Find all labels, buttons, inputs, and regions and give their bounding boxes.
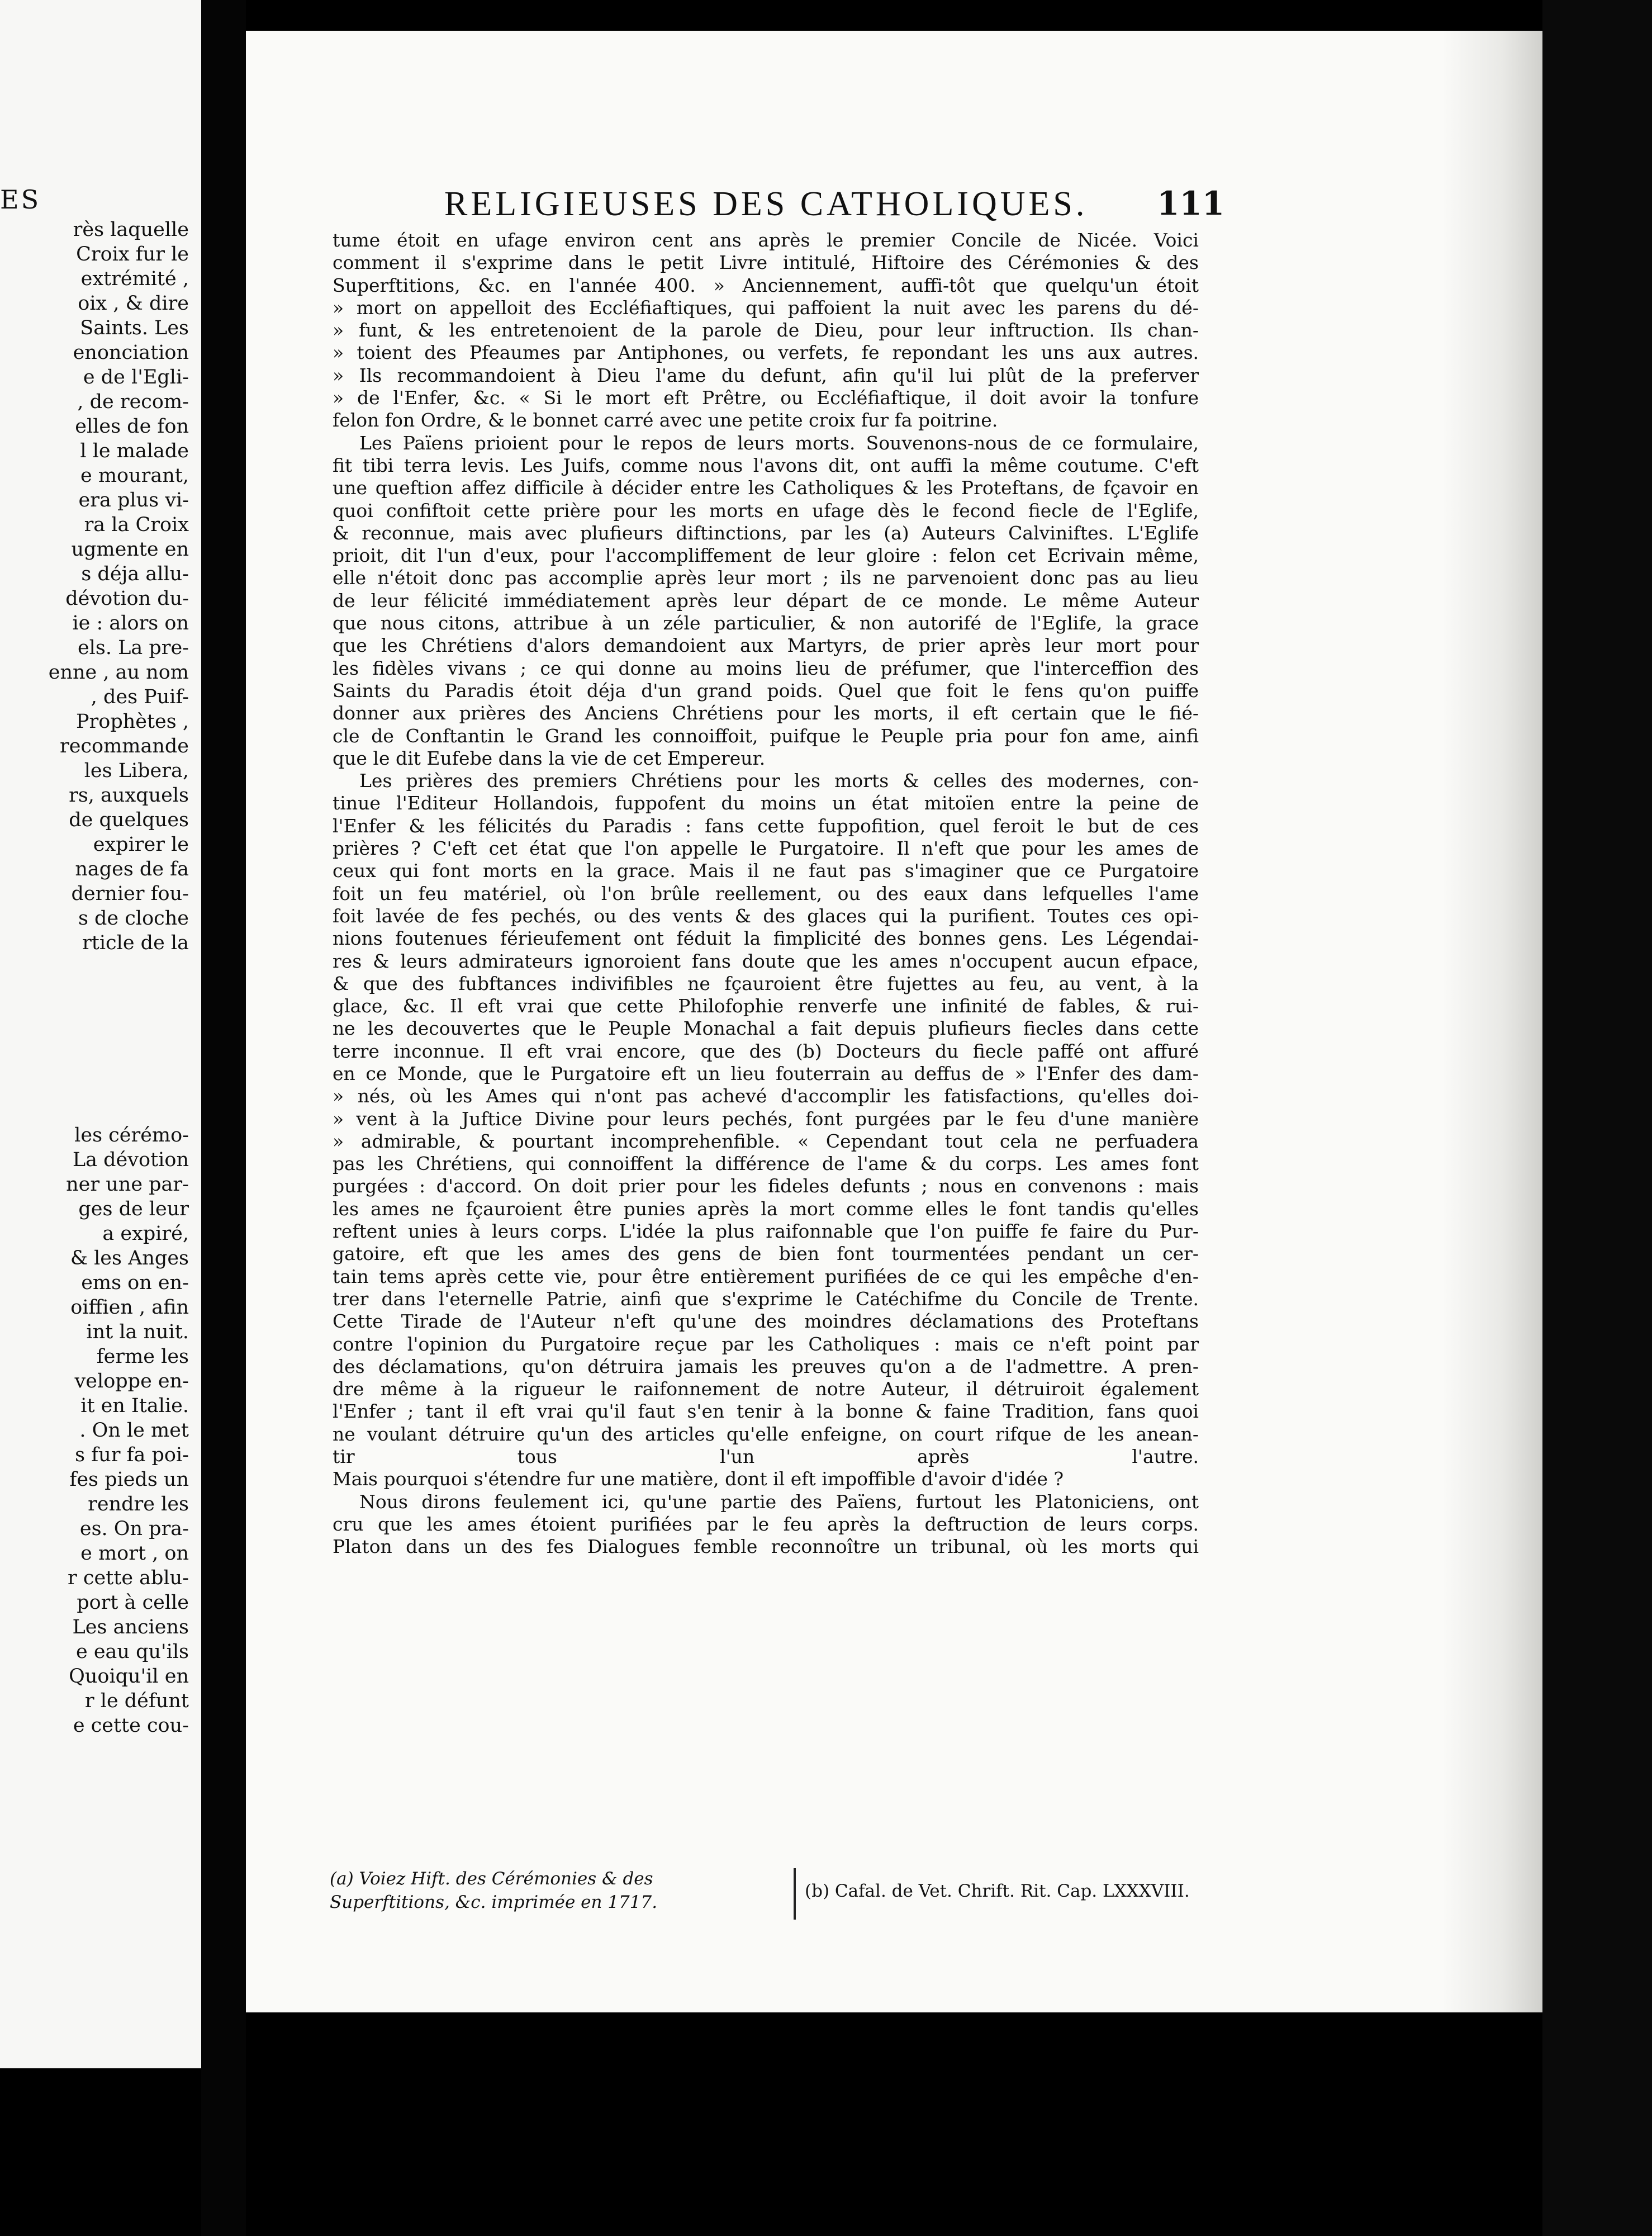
left-page-fragment: Les anciens [72,1616,189,1638]
text-line: quoi confiftoit cette prière pour les morts en ufage dès le fecond fiecle de l'Eglife, [333,499,1199,522]
text-line: l'Enfer ; tant il eft vrai qu'il faut s'en tenir à la bonne & faine Tradition, fans quoi [333,1400,1199,1423]
left-page-fragment: veloppe en- [74,1370,189,1392]
left-page-fragment: oiffien , afin [70,1296,189,1319]
left-page-fragment: int la nuit. [86,1321,189,1343]
left-page-fragment: es. On pra- [79,1518,189,1540]
left-page-fragment: e cette cou- [73,1714,189,1737]
text-line: nions foutenues férieufement ont féduit la fimplicité des bonnes gens. Les Légendai- [333,927,1199,950]
text-line: tume étoit en ufage environ cent ans après le premier Concile de Nicée. Voici [333,229,1199,251]
text-line: prières ? C'eft cet état que l'on appelle le Purgatoire. Il n'eft que pour les ames de [333,837,1199,860]
text-line: en ce Monde, que le Purgatoire eft un lieu fouterrain au deffus de » l'Enfer des dam- [333,1062,1199,1084]
footnote-a: (a) Voiez Hift. des Cérémonies & des Superftitions, &c. imprimée en 1717. [330,1869,658,1912]
left-page-fragment: ie : alors on [72,612,189,634]
left-page-fragment: ems on en- [81,1272,189,1294]
right-page [246,31,1542,2012]
text-line: contre l'opinion du Purgatoire reçue par les Catholiques : mais ce n'eft point par [333,1333,1199,1355]
text-line: glace, &c. Il eft vrai que cette Philofophie renverfe une infinité de fables, & rui- [333,995,1199,1017]
text-line: » nés, où les Ames qui n'ont pas achevé d'accomplir les fatisfactions, qu'elles doi- [333,1085,1199,1107]
left-page-fragment: les Libera, [84,760,189,782]
running-head: RELIGIEUSES DES CATHOLIQUES. [444,185,1088,223]
text-line: foit un feu matériel, où l'on brûle reellement, ou des eaux dans lefquelles l'ame [333,882,1199,904]
left-page-fragment: ges de leur [78,1198,189,1220]
text-line: fit tibi terra levis. Les Juifs, comme nous l'avons dit, ont auffi la même coutume. C'eft [333,454,1199,476]
text-line: » admirable, & pourtant incomprehenfible. « Cependant tout cela ne perfuadera [333,1130,1199,1152]
left-page-fragment: recommande [59,735,189,757]
left-page-fragment: e mort , on [80,1542,189,1565]
left-page-fragment: els. La pre- [77,637,189,659]
text-line: & que des fubftances indivifibles ne fçauroient être fujettes au feu, au vent, à la [333,972,1199,994]
text-line: donner aux prières des Anciens Chrétiens pour les morts, il eft certain que le fié- [333,702,1199,724]
text-line: cru que les ames étoient purifiées par le feu après la deftruction de leurs corps. [333,1513,1199,1535]
text-line: que les Chrétiens d'alors demandoient aux Martyrs, de prier après leur mort pour [333,634,1199,657]
left-page-fragment: e mourant, [80,465,189,487]
text-line: une queftion affez difficile à décider entre les Catholiques & les Proteftans, de fçavoir en [333,477,1199,499]
left-page-fragment: extrémité , [80,268,189,290]
text-line: tinue l'Editeur Hollandois, fuppofent du moins un état mitoïen entre la peine de [333,792,1199,814]
text-line: tain tems après cette vie, pour être entièrement purifiées de ce qui les empêche d'en- [333,1265,1199,1287]
page-number: 111 [1157,184,1225,222]
left-page-fragment: l le malade [80,440,189,462]
left-page-fragment: era plus vi- [78,489,189,511]
left-page-fragment: elles de fon [75,415,189,438]
left-page-fragment: ner une par- [66,1173,189,1196]
left-page-fragment: s de cloche [78,907,189,930]
text-line: Les prières des premiers Chrétiens pour les morts & celles des modernes, con- [359,770,1199,792]
text-line: ceux qui font morts en la grace. Mais il ne faut pas s'imaginer que ce Purgatoire [333,860,1199,882]
page-edge-shadow [1442,31,1542,2012]
left-page-fragment: rès laquelle [73,219,189,241]
text-line: comment il s'exprime dans le petit Livre intitulé, Hiftoire des Cérémonies & des [333,252,1199,274]
text-line: ne les decouvertes que le Peuple Monachal a fait depuis plufieurs fiecles dans cette [333,1017,1199,1040]
text-line: prioit, dit l'un d'eux, pour l'accompliffement de leur gloire : felon cet Ecrivain même, [333,544,1199,567]
left-page-fragment: s déja allu- [81,563,189,585]
left-page-fragment: . On le met [79,1419,189,1442]
left-page-fragment: expirer le [93,833,189,856]
text-line: foit lavée de fes pechés, ou des vents & des glaces qui la purifient. Toutes ces opi- [333,904,1199,927]
left-page-fragment: it en Italie. [80,1395,189,1417]
text-line: purgées : d'accord. On doit prier pour les fideles defunts ; nous en convenons : mais [333,1175,1199,1197]
text-line: gatoire, eft que les ames des gens de bien font tourmentées pendant un cer- [333,1243,1199,1265]
left-page-fragment: Croix fur le [76,243,189,266]
text-line: & reconnue, mais avec plufieurs diftinctions, par les (a) Auteurs Calviniftes. L'Eglife [333,522,1199,544]
left-page-fragment: ferme les [96,1346,189,1368]
body-text [333,229,1199,1558]
text-line: Nous dirons feulement ici, qu'une partie des Païens, furtout les Platoniciens, ont [359,1490,1199,1513]
left-page-fragment: , de recom- [77,391,189,413]
left-page-fragment: r le défunt [84,1690,189,1712]
left-page-fragment: ra la Croix [84,514,189,536]
left-page-fragment: Quoiqu'il en [69,1665,189,1688]
left-page-fragment: de quelques [69,809,189,831]
text-line: res & leurs admirateurs ignoroient fans doute que les ames n'occupent aucun efpace, [333,950,1199,972]
text-line: reftent unies à leurs corps. L'idée la plus raifonnable que l'on puiffe fe faire du Pur- [333,1220,1199,1243]
left-page-fragment: La dévotion [72,1149,189,1171]
text-line: les fidèles vivans ; ce qui donne au moins lieu de préfumer, que l'interceffion des [333,657,1199,679]
text-line: des déclamations, qu'on détruira jamais les preuves qu'on a de l'admettre. A pren- [333,1355,1199,1377]
right-background [1542,0,1652,2236]
text-line: l'Enfer & les félicités du Paradis : fans cette fuppofition, quel feroit le but de ces [333,814,1199,837]
left-page-fragment: ugmente en [71,538,189,561]
text-line: trer dans l'eternelle Patrie, ainfi que s'exprime le Catéchifme du Concile de Trente. [333,1287,1199,1310]
text-line: felon fon Ordre, & le bonnet carré avec une petite croix fur fa poitrine. [333,409,998,432]
left-page-fragment: port à celle [77,1591,189,1614]
left-page-fragment: oix , & dire [78,292,189,315]
text-line: dre même à la rigueur le raifonnement de notre Auteur, il détruiroit également [333,1378,1199,1400]
text-line: cle de Conftantin le Grand les connoiffoit, puifque le Peuple pria pour fon ame, ainfi [333,724,1199,747]
left-page-fragment: e de l'Egli- [83,366,189,389]
text-line: Platon dans un des fes Dialogues femble reconnoître un tribunal, où les morts qui [333,1536,1199,1558]
text-line: que le dit Eufebe dans la vie de cet Empereur. [333,747,766,769]
text-line: Superftitions, &c. en l'année 400. » Anciennement, auffi-tôt que quelqu'un étoit [333,274,1199,296]
text-line: » vent à la Juftice Divine pour leurs pechés, font purgées par le feu d'une manière [333,1107,1199,1130]
text-line: elle n'étoit donc pas accomplie après leur mort ; ils ne parvenoient donc pas au lieu [333,567,1199,589]
text-line: les ames ne fçauroient être punies après la mort comme elles le font tandis qu'elles [333,1197,1199,1220]
left-page-fragment: Saints. Les [80,317,189,339]
text-line: » funt, & les entretenoient de la parole de Dieu, pour leur inftruction. Ils chan- [333,319,1199,342]
text-line: Saints du Paradis étoit déja d'un grand poids. Quel que foit le fens qu'on puiffe [333,679,1199,702]
footnote-b: (b) Cafal. de Vet. Chrift. Rit. Cap. LXXXVIII. [805,1881,1190,1901]
footnotes [330,1867,1213,1923]
footnote-divider [794,1868,796,1920]
left-page [0,0,201,2068]
text-line: » de l'Enfer, &c. « Si le mort eft Prêtre, ou Eccléfiaftique, il doit avoir la tonfure [333,387,1199,409]
text-line: que nous citons, attribue à un zéle particulier, & non autorifé de l'Eglife, la grace [333,612,1199,634]
left-running-head-fragment: ES [0,184,41,215]
left-page-fragment: s fur fa poi- [75,1444,189,1466]
text-line: Les Païens prioient pour le repos de leurs morts. Souvenons-nous de ce formulaire, [359,432,1199,454]
text-line: Cette Tirade de l'Auteur n'eft qu'une des moindres déclamations des Proteftans [333,1310,1199,1333]
left-page-fragment: nages de fa [75,858,189,880]
left-page-fragment: enonciation [73,342,189,364]
text-line: Mais pourquoi s'étendre fur une matière, dont il eft impoffible d'avoir d'idée ? [333,1468,1064,1490]
left-page-fragment: rticle de la [82,932,189,954]
left-page-fragment: dernier fou- [71,883,189,905]
page-gutter [201,0,246,2236]
text-line: » mort on appelloit des Eccléfiaftiques, qui paffoient la nuit avec les parens du dé- [333,296,1199,319]
left-page-fragment: r cette ablu- [68,1567,189,1589]
left-page-fragment: les cérémo- [74,1124,189,1147]
left-page-fragment: e eau qu'ils [75,1641,189,1663]
left-page-fragment: enne , au nom [48,661,189,684]
text-line: ne voulant détruire qu'un des articles qu'elle enfeigne, on court rifque de les anean- [333,1423,1199,1445]
text-line: terre inconnue. Il eft vrai encore, que des (b) Docteurs du fiecle paffé ont affuré [333,1040,1199,1062]
left-page-fragment: rs, auxquels [69,784,189,807]
left-page-fragment: Prophètes , [75,710,189,733]
text-line: » Ils recommandoient à Dieu l'ame du defunt, afin qu'il lui plût de la preferver [333,364,1199,386]
text-line: tir tous l'un après l'autre. [333,1446,1199,1468]
text-line: pas les Chrétiens, qui connoiffent la différence de l'ame & du corps. Les ames font [333,1153,1199,1175]
text-line: de leur félicité immédiatement après leur départ de ce monde. Le même Auteur [333,589,1199,612]
left-page-fragment: fes pieds un [69,1468,189,1491]
left-page-fragment: , des Puif- [91,686,189,708]
left-page-fragment: a expiré, [102,1223,189,1245]
left-page-fragment: & les Anges [70,1247,189,1269]
text-line: » toient des Pfeaumes par Antiphones, ou verfets, fe repondant les uns aux autres. [333,342,1199,364]
left-page-fragment: rendre les [88,1493,189,1515]
left-page-fragment: dévotion du- [65,588,189,610]
